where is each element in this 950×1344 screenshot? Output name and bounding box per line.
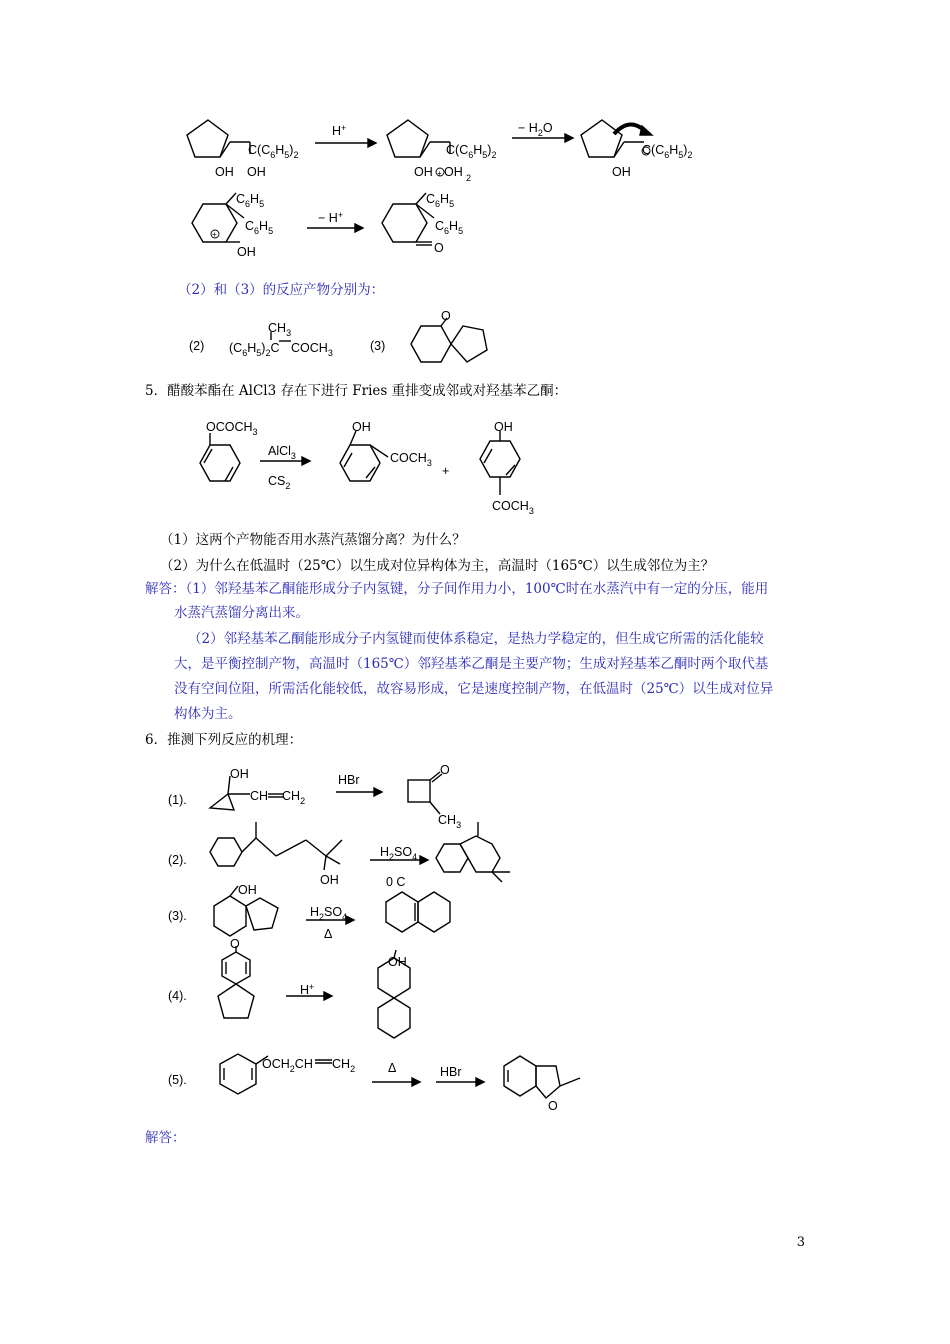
item-5: (5).	[168, 1073, 187, 1087]
label-2: (2)	[189, 339, 205, 353]
svg-text:AlCl3: AlCl$_3$	[268, 444, 296, 461]
label-c-c6h5-2: $C(C_6H_5)_2$	[248, 143, 299, 160]
svg-text:H+: H+	[300, 982, 315, 997]
svg-text:OH: OH	[612, 165, 631, 179]
svg-text:OH: OH	[388, 955, 407, 969]
label-plus: +	[442, 464, 450, 478]
svg-text:CH: CH	[250, 789, 269, 803]
svg-text:C6H5: $C_6H_5$	[426, 192, 455, 209]
svg-text:CH3: $CH_3$	[438, 813, 462, 830]
svg-text:+: +	[437, 169, 442, 178]
item-4: (4).	[168, 989, 187, 1003]
item-1: (1).	[168, 793, 187, 807]
q6-answer-label: 解答：	[145, 1130, 186, 1146]
q5-answer-2-line2: 大，是平衡控制产物，高温时（165℃）邻羟基苯乙酮是主要产物；生成对羟基苯乙酮时两个取代基	[174, 656, 769, 672]
svg-text:COCH3: $COCH_3$	[291, 341, 333, 358]
q5-answer-2-line1: （2）邻羟基苯乙酮能形成分子内氢键而使体系稳定，是热力学稳定的，但生成它所需的活化能较	[188, 631, 764, 647]
svg-text:H2SO4: $H_2SO_4$	[380, 845, 418, 862]
svg-text:COCH3: $COCH_3$	[390, 451, 432, 468]
pinacol-mechanism-row1	[170, 110, 730, 190]
svg-text:C6H5: $C_6H_5$	[245, 219, 274, 236]
svg-text:OH: OH	[444, 165, 463, 179]
page-number: 3	[796, 1235, 805, 1250]
q5-answer-2-line4: 构体为主。	[174, 706, 242, 722]
svg-text:Δ: Δ	[388, 1061, 397, 1075]
svg-text:OH: OH	[494, 420, 513, 434]
q5-answer-1-line2: 水蒸汽蒸馏分离出来。	[174, 605, 309, 621]
svg-text:C(C6H5)2: $C(C_6H_5)_2$	[642, 143, 693, 160]
q6-reactions	[160, 760, 620, 1120]
q5-question-1: （1）这两个产物能否用水蒸汽蒸馏分离？为什么？	[160, 532, 466, 548]
label-oh: OH	[215, 165, 234, 179]
svg-text:COCH3: $COCH_3$	[492, 499, 534, 516]
svg-text:O: O	[230, 937, 240, 951]
svg-text:CS2: $CS_2$	[268, 474, 291, 491]
cyclohexane-ring	[382, 204, 427, 242]
svg-text:C(C6H5)2: $C(C_6H_5)_2$	[446, 143, 497, 160]
svg-text:H2SO4: $H_2SO_4$	[310, 905, 348, 922]
svg-text:C6H5: $C_6H_5$	[435, 219, 464, 236]
svg-text:O: O	[440, 763, 450, 777]
cyclopentane-ring	[187, 120, 228, 157]
cyclopentane-ring	[387, 120, 428, 157]
q4-products	[185, 310, 505, 380]
svg-text:OH: OH	[230, 767, 249, 781]
q5-question-2: （2）为什么在低温时（25℃）以生成对位异构体为主，高温时（165℃）以生成邻位为主？	[160, 558, 715, 574]
svg-text:HBr: HBr	[338, 773, 360, 787]
svg-text:CH2: $CH_2$	[332, 1057, 356, 1074]
fries-rearrangement	[180, 415, 560, 525]
svg-text:CH2: $CH_2$	[282, 789, 306, 806]
label-minus-h2o: − $H_2O$	[518, 121, 553, 138]
svg-text:CH3: $CH_3$	[268, 321, 292, 338]
svg-text:C6H5: $C_6H_5$	[236, 192, 265, 209]
svg-text:0 C: 0 C	[386, 875, 406, 889]
label-oh: OH	[247, 165, 266, 179]
svg-text:OH: OH	[414, 165, 433, 179]
item-2: (2).	[168, 853, 187, 867]
svg-text:(C6H5)2C: $(C_6H_5)_2C$	[229, 341, 280, 358]
item-3: (3).	[168, 909, 187, 923]
q6-title: 6．推测下列反应的机理：	[145, 732, 303, 748]
pinacol-mechanism-row2	[170, 188, 500, 268]
svg-text:OCOCH3: $OCOCH_3$	[206, 420, 258, 437]
cyclopentane-ring	[581, 120, 622, 157]
svg-text:OCH2CH: $OCH_2CH$	[262, 1057, 313, 1074]
label-3: (3)	[370, 339, 386, 353]
q4-products-heading: （2）和（3）的反应产物分别为：	[178, 282, 385, 298]
svg-text:O: O	[441, 309, 451, 323]
q5-title: 5．醋酸苯酯在 AlCl3 存在下进行 Fries 重排变成邻或对羟基苯乙酮：	[145, 383, 568, 399]
svg-text:OH: OH	[320, 873, 339, 887]
svg-text:Δ: Δ	[324, 927, 333, 941]
label-o: O	[434, 241, 444, 255]
svg-text:2: 2	[466, 173, 472, 183]
q5-answer-2-line3: 没有空间位阻，所需活化能较低，故容易形成，它是速度控制产物，在低温时（25℃）以生成对位异	[174, 681, 774, 697]
q5-answer-1-line1: 解答：（1）邻羟基苯乙酮能形成分子内氢键，分子间作用力小，100℃时在水蒸汽中有一定的分压，能用	[145, 581, 769, 597]
svg-text:O: O	[548, 1099, 558, 1113]
svg-text:HBr: HBr	[440, 1065, 462, 1079]
svg-text:OH: OH	[238, 883, 257, 897]
svg-text:OH: OH	[352, 420, 371, 434]
svg-text:+: +	[212, 230, 217, 239]
svg-text:− H+: − H+	[318, 210, 344, 225]
svg-text:OH: OH	[237, 245, 256, 259]
label-hplus: H+	[332, 123, 347, 138]
